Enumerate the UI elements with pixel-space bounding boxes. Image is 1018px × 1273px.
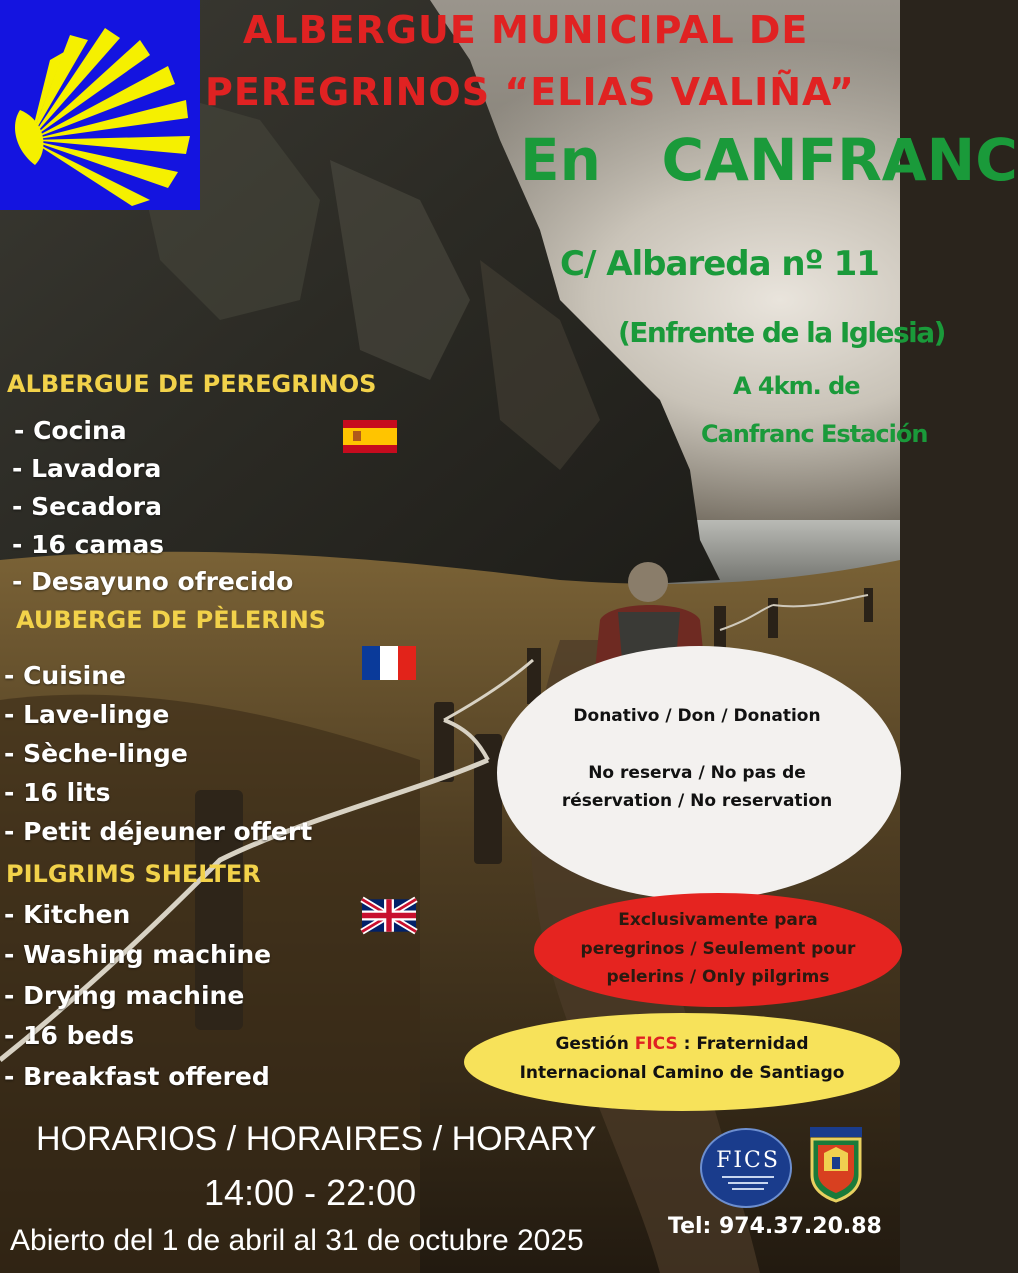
list-item: - Secadora: [12, 492, 162, 521]
uk-flag-icon: [362, 898, 416, 933]
list-item: - Breakfast offered: [4, 1062, 270, 1091]
list-item: - Kitchen: [4, 900, 131, 929]
list-item: - 16 camas: [12, 530, 165, 559]
distance-line-2: Canfranc Estación: [701, 420, 928, 448]
title-line-1: ALBERGUE MUNICIPAL DE: [243, 8, 809, 52]
reservation-text-1: No reserva / No pas de: [588, 763, 806, 783]
spain-flag-icon: [343, 420, 397, 453]
list-item: - Washing machine: [4, 940, 272, 969]
section-heading-spanish: ALBERGUE DE PEREGRINOS: [7, 370, 377, 398]
scallop-shell-logo: [0, 0, 200, 210]
hours-title: HORARIOS / HORAIRES / HORARY: [36, 1120, 597, 1158]
subtitle-canfranc: En CANFRANC: [520, 126, 1018, 194]
list-item: - Sèche-linge: [4, 739, 188, 768]
pilgrims-only-text-2: peregrinos / Seulement pour: [580, 939, 856, 959]
france-flag-icon: [362, 646, 416, 680]
list-item: - Drying machine: [4, 981, 245, 1010]
phone: Tel: 974.37.20.88: [668, 1214, 882, 1239]
fics-logo-text: FICS: [716, 1148, 780, 1173]
fics-highlight: FICS: [634, 1034, 678, 1054]
donation-text: Donativo / Don / Donation: [573, 706, 821, 726]
section-heading-english: PILGRIMS SHELTER: [6, 860, 261, 888]
list-item: - Lave-linge: [4, 700, 170, 729]
list-item: - 16 beds: [4, 1021, 135, 1050]
scallop-shell-icon: [0, 0, 200, 210]
reservation-text-2: réservation / No reservation: [561, 791, 833, 811]
coat-of-arms-icon: [804, 1123, 868, 1205]
list-item: - Cuisine: [4, 661, 126, 690]
fics-logo: [700, 1128, 792, 1208]
list-item: - 16 lits: [4, 778, 111, 807]
management-text-1: [464, 1034, 900, 1054]
list-item: - Desayuno ofrecido: [12, 567, 294, 596]
management-text-2: Internacional Camino de Santiago: [519, 1063, 845, 1083]
open-period: Abierto del 1 de abril al 31 de octubre 2025: [10, 1224, 584, 1257]
address: C/ Albareda nº 11: [560, 244, 879, 284]
address-note: (Enfrente de la Iglesia): [618, 316, 945, 349]
list-item: - Lavadora: [12, 454, 162, 483]
management-suffix: : Fraternidad: [677, 1034, 809, 1054]
distance-line-1: A 4km. de: [733, 372, 860, 400]
management-oval: [464, 1013, 900, 1111]
hours: 14:00 - 22:00: [204, 1172, 417, 1213]
pilgrims-only-text-3: pelerins / Only pilgrims: [606, 967, 830, 987]
pilgrims-only-text-1: Exclusivamente para: [618, 910, 818, 930]
management-prefix: Gestión: [555, 1034, 635, 1054]
list-item: - Petit déjeuner offert: [4, 817, 313, 846]
section-heading-french: AUBERGE DE PÈLERINS: [16, 606, 327, 634]
title-line-2: PEREGRINOS “ELIAS VALIÑA”: [205, 70, 855, 114]
list-item: - Cocina: [14, 416, 127, 445]
